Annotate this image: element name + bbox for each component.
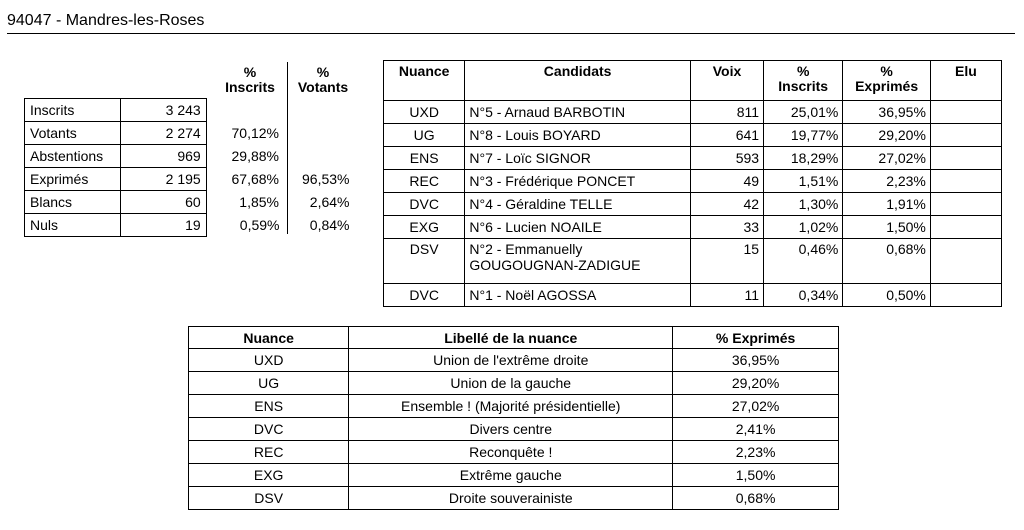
nuance-libelle: Reconquête !: [349, 441, 673, 464]
summary-table: [24, 98, 356, 237]
header-pct-exprimes: % Exprimés: [673, 327, 839, 349]
nuance-pct-exprimes: 27,02%: [673, 395, 839, 418]
summary-pct-votants: 0,84%: [309, 217, 350, 233]
candidate-pct-exprimes: 29,20%: [843, 124, 931, 147]
summary-pct-votants: [285, 99, 355, 122]
header-elu: Elu: [930, 61, 1001, 101]
summary-pct-inscrits: 29,88%: [231, 148, 279, 164]
nuance-pct-exprimes: 1,50%: [673, 464, 839, 487]
candidate-name: N°7 - Loïc SIGNOR: [465, 147, 691, 170]
header-candidats: Candidats: [465, 61, 691, 101]
summary-value: 969: [120, 145, 206, 168]
candidate-pct-exprimes: 0,68%: [843, 239, 931, 284]
candidate-elu: [930, 147, 1001, 170]
nuances-header-row: [189, 327, 839, 349]
nuance-row: [189, 418, 839, 441]
candidate-row: [384, 239, 1002, 284]
header-pct-inscrits: % Inscrits: [764, 61, 843, 101]
summary-row: [25, 99, 356, 122]
candidate-name: N°3 - Frédérique PONCET: [465, 170, 691, 193]
title-divider: [7, 33, 1015, 34]
header-nuance: Nuance: [384, 61, 465, 101]
nuance-code: DVC: [189, 418, 349, 441]
candidate-voix: 33: [690, 216, 763, 239]
summary-pct-votants: [285, 122, 355, 145]
candidate-name: N°5 - Arnaud BARBOTIN: [465, 101, 691, 124]
summary-value: 2 274: [120, 122, 206, 145]
candidate-name: N°2 - Emmanuelly GOUGOUGNAN-ZADIGUE: [465, 239, 691, 284]
header-pct-inscrits: % Inscrits: [225, 64, 275, 95]
candidate-name: N°8 - Louis BOYARD: [465, 124, 691, 147]
summary-pct-inscrits: 67,68%: [231, 171, 279, 187]
nuance-libelle: Union de la gauche: [349, 372, 673, 395]
candidate-pct-exprimes: 1,50%: [843, 216, 931, 239]
summary-row: [25, 214, 356, 237]
header-libelle: Libellé de la nuance: [349, 327, 673, 349]
nuance-code: UXD: [189, 349, 349, 372]
candidate-pct-inscrits: 1,30%: [764, 193, 843, 216]
summary-label: Exprimés: [25, 168, 121, 191]
summary-pct-inscrits: 0,59%: [239, 217, 280, 233]
candidate-row: [384, 147, 1002, 170]
header-pct-exprimes: % Exprimés: [843, 61, 931, 101]
candidate-voix: 593: [690, 147, 763, 170]
summary-row: [25, 122, 356, 145]
summary-label: Nuls: [25, 214, 121, 237]
candidate-nuance: UXD: [384, 101, 465, 124]
summary-label: Blancs: [25, 191, 121, 214]
nuance-pct-exprimes: 29,20%: [673, 372, 839, 395]
nuance-libelle: Extrême gauche: [349, 464, 673, 487]
candidate-elu: [930, 124, 1001, 147]
candidate-pct-inscrits: 0,34%: [764, 284, 843, 307]
summary-row: [25, 191, 356, 214]
candidate-pct-inscrits: 1,51%: [764, 170, 843, 193]
summary-pct-inscrits: 1,85%: [239, 194, 279, 210]
candidate-row: [384, 193, 1002, 216]
candidate-name: N°4 - Géraldine TELLE: [465, 193, 691, 216]
candidate-pct-exprimes: 2,23%: [843, 170, 931, 193]
summary-label: Votants: [25, 122, 121, 145]
candidate-row: [384, 216, 1002, 239]
summary-pct-votants: 96,53%: [302, 171, 350, 187]
candidate-row: [384, 101, 1002, 124]
candidate-voix: 15: [690, 239, 763, 284]
nuance-code: EXG: [189, 464, 349, 487]
summary-value: 19: [120, 214, 206, 237]
header-pct-votants: % Votants: [297, 64, 349, 95]
candidate-nuance: DVC: [384, 193, 465, 216]
candidate-nuance: DSV: [384, 239, 465, 284]
candidate-voix: 811: [690, 101, 763, 124]
nuance-pct-exprimes: 2,23%: [673, 441, 839, 464]
candidate-elu: [930, 170, 1001, 193]
candidate-pct-exprimes: 27,02%: [843, 147, 931, 170]
candidate-pct-inscrits: 19,77%: [764, 124, 843, 147]
nuance-libelle: Ensemble ! (Majorité présidentielle): [349, 395, 673, 418]
candidate-pct-exprimes: 0,50%: [843, 284, 931, 307]
candidate-pct-exprimes: 36,95%: [843, 101, 931, 124]
candidate-pct-inscrits: 18,29%: [764, 147, 843, 170]
summary-value: 3 243: [120, 99, 206, 122]
summary-value: 60: [120, 191, 206, 214]
nuance-pct-exprimes: 2,41%: [673, 418, 839, 441]
header-nuance: Nuance: [189, 327, 349, 349]
candidate-nuance: ENS: [384, 147, 465, 170]
candidate-name: N°1 - Noël AGOSSA: [465, 284, 691, 307]
candidate-row: [384, 284, 1002, 307]
nuance-row: [189, 395, 839, 418]
nuance-pct-exprimes: 36,95%: [673, 349, 839, 372]
summary-pct-votants: 2,64%: [309, 194, 350, 210]
nuance-row: [189, 372, 839, 395]
nuance-libelle: Divers centre: [349, 418, 673, 441]
summary-label: Abstentions: [25, 145, 121, 168]
nuance-row: [189, 441, 839, 464]
candidate-nuance: EXG: [384, 216, 465, 239]
candidates-table: [383, 60, 1002, 307]
candidate-nuance: REC: [384, 170, 465, 193]
nuance-row: [189, 464, 839, 487]
nuance-code: UG: [189, 372, 349, 395]
candidate-pct-inscrits: 1,02%: [764, 216, 843, 239]
summary-label: Inscrits: [25, 99, 121, 122]
nuance-row: [189, 487, 839, 510]
candidate-elu: [930, 239, 1001, 284]
candidate-elu: [930, 216, 1001, 239]
candidate-pct-inscrits: 0,46%: [764, 239, 843, 284]
candidate-row: [384, 124, 1002, 147]
candidate-pct-inscrits: 25,01%: [764, 101, 843, 124]
nuance-libelle: Union de l'extrême droite: [349, 349, 673, 372]
candidate-voix: 49: [690, 170, 763, 193]
candidate-nuance: DVC: [384, 284, 465, 307]
nuance-libelle: Droite souverainiste: [349, 487, 673, 510]
nuance-pct-exprimes: 0,68%: [673, 487, 839, 510]
summary-pct-inscrits: 70,12%: [231, 125, 279, 141]
candidate-pct-exprimes: 1,91%: [843, 193, 931, 216]
summary-row: [25, 145, 356, 168]
candidate-row: [384, 170, 1002, 193]
nuances-table: [188, 326, 839, 510]
summary-pct-inscrits: [206, 99, 285, 122]
header-voix: Voix: [690, 61, 763, 101]
candidate-elu: [930, 284, 1001, 307]
candidate-elu: [930, 193, 1001, 216]
nuance-code: DSV: [189, 487, 349, 510]
summary-pct-votants: [285, 145, 355, 168]
nuance-row: [189, 349, 839, 372]
nuance-code: REC: [189, 441, 349, 464]
page-title: 94047 - Mandres-les-Roses: [7, 12, 205, 29]
candidates-header-row: [384, 61, 1002, 101]
candidate-elu: [930, 101, 1001, 124]
candidate-voix: 11: [690, 284, 763, 307]
summary-row: [25, 168, 356, 191]
candidate-nuance: UG: [384, 124, 465, 147]
candidate-voix: 42: [690, 193, 763, 216]
nuance-code: ENS: [189, 395, 349, 418]
summary-value: 2 195: [120, 168, 206, 191]
candidate-name: N°6 - Lucien NOAILE: [465, 216, 691, 239]
candidate-voix: 641: [690, 124, 763, 147]
